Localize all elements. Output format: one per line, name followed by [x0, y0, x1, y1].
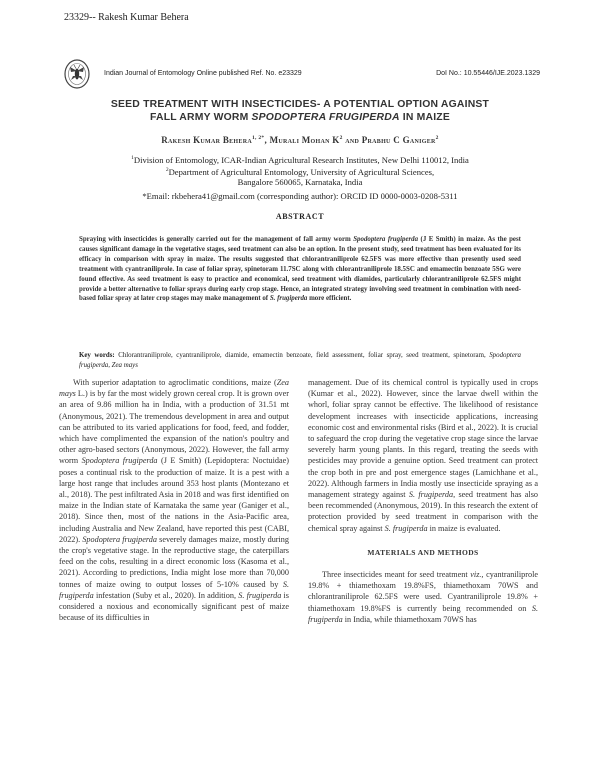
- author-3: Prabhu C Ganiger: [361, 135, 436, 145]
- methods-paragraph: Three insecticides meant for seed treatment viz., cyantraniliprole 19.8% + thiamethoxam 19.8%FS, thiamethoxam 70WS and chlorantraniliprole 62.5FS were used. Cyantraniliprole 19.8% + thiamethoxam 19.8%FS is currently being recommended on S. frugiperda in India, while thiamethoxam 70WS has: [308, 570, 538, 624]
- title-line-2: FALL ARMY WORM SPODOPTERA FRUGIPERDA IN MAIZE: [150, 111, 450, 123]
- corresponding-email: *Email: rkbehera41@gmail.com (corresponding author): ORCID ID 0000-0003-0208-5311: [142, 191, 458, 201]
- affiliation-2-cont: Bangalore 560065, Karnataka, India: [237, 177, 363, 187]
- author-2: Murali Mohan K: [269, 135, 340, 145]
- keywords-label: Key words:: [79, 352, 115, 359]
- journal-reference: Indian Journal of Entomology Online published Ref. No. e23329: [104, 70, 302, 77]
- affiliation-2: $^2$Department of Agricultural Entomology, University of Agricultural Sciences,: [165, 166, 435, 177]
- keywords: Key words: Chlorantraniliprole, cyantraniliprole, diamide, emamectin benzoate, field assessment, foliar spray, seed treatment, spinetoram, Spodoptera frugiperda, Zea mays: [79, 352, 522, 369]
- body-column-right: [308, 377, 538, 625]
- running-head: 23329-- Rakesh Kumar Behera: [64, 12, 189, 23]
- title-line-1: SEED TREATMENT WITH INSECTICIDES- A POTENTIAL OPTION AGAINST: [110, 99, 490, 110]
- intro-paragraph-cont: management. Due of its chemical control is typically used in crops (Kumar et al., 2022). However, since the larvae dwell within the whorl, foliar spray cannot be effective. The likelihood of resistance development increases with insecticide applications, increasing economic cost and environmental risks (Bird et al., 2022). It is crucial to safeguard the crop during the vegetative crop stage since the larvae severely harm young plants. In this regard, treating the seeds with pesticides may provide a genuine option. Seed treatment can protect the crop both in pre and post emergence stages (Lamichhane et al., 2022). Although farmers in India mostly use insecticide spraying as a management strategy against S. frugiperda, seed treatment has also been recommended (Anonymous, 2019). In this research the extent of protection provided by seed treatment in comparison with the chemical spray against S. frugiperda in maize is evaluated.: [308, 378, 538, 533]
- body-column-left: [59, 377, 289, 623]
- doi-number: DoI No.: 10.55446/IJE.2023.1329: [436, 70, 540, 77]
- affiliation-1: $^1$Division of Entomology, ICAR-Indian Agricultural Research Institutes, New Delhi 110012, India: [131, 154, 469, 165]
- abstract-heading: ABSTRACT: [275, 212, 325, 221]
- author-1: Rakesh Kumar Behera: [161, 135, 252, 145]
- paper-title: [60, 99, 540, 124]
- methods-heading: MATERIALS AND METHODS: [367, 547, 479, 557]
- journal-logo-icon: [64, 59, 90, 89]
- abstract-text: Spraying with insecticides is generally carried out for the management of fall army worm Spodoptera frugiperda (J E Smith) in maize. As the pest causes significant damage in the vegetative stages, seed treatment can also be an option. In the present study, seed treatment has been evaluated for its efficacy in comparison with spray in maize. The results suggested that chlorantraniliprole 62.5FS was more effective than presently used seed treatment with cyantraniliprole. In case of foliar spray, spinetoram 11.7SC along with chlorantraniliprole 18.5SC and emamectin benzoate 5SG were found effective. As seed treatment is easy to practice and economical, seed treatment with diamides, particularly chlorantraniliprole 62.5FS might provide a better alternative to foliar sprays during early crop stage. Hence, an integrated strategy involving seed treatment in combination with need-based foliar spray at later crop stages may make management of S. frugiperda more efficient.: [79, 236, 521, 303]
- intro-paragraph: With superior adaptation to agroclimatic conditions, maize (Zea mays L.) is by far the most widely grown cereal crop. It is grown over an area of 9.86 million ha in India, with a production of 31.51 mt (Anonymous, 2021). The tremendous development in area and output can be attributed to its varied applications for food, feed, and fodder, which have complimented the expansion of the nation's poultry and other agro-based sectors (Anonymous, 2022). However, the fall army worm Spodoptera frugiperda (J E Smith) (Lepidoptera: Noctuidae) poses a continual risk to the production of maize. It is a pest with a large host range that includes around 353 host plants (Montezano et al., 2018). The pest infiltrated Asia in 2018 and was first identified on maize in the Indian state of Karnataka the same year (Ganiger et al., 2018). Since then, most of the nations in the Asia-Pacific area, including Australia and New Zealand, have reported this pest (CABI, 2022). Spodoptera frugiperda severely damages maize, mostly during the crop's vegetative stage. In the reproductive stage, the caterpillars feed on the cobs, resulting in a direct economic loss (Kasoma et al., 2021). According to predictions, India might lose more than 70,000 tonnes of maize owing to output losses of 5-10% caused by S. frugiperda infestation (Suby et al., 2020). In addition, S. frugiperda is considered a noxious and economically significant pest of maize because of its difficulties in: [59, 378, 289, 623]
- author-list: Rakesh Kumar Behera$^{1, 2*}$, Murali Mohan $K^2$ and Prabhu C Ganiger$^2$: [161, 135, 439, 145]
